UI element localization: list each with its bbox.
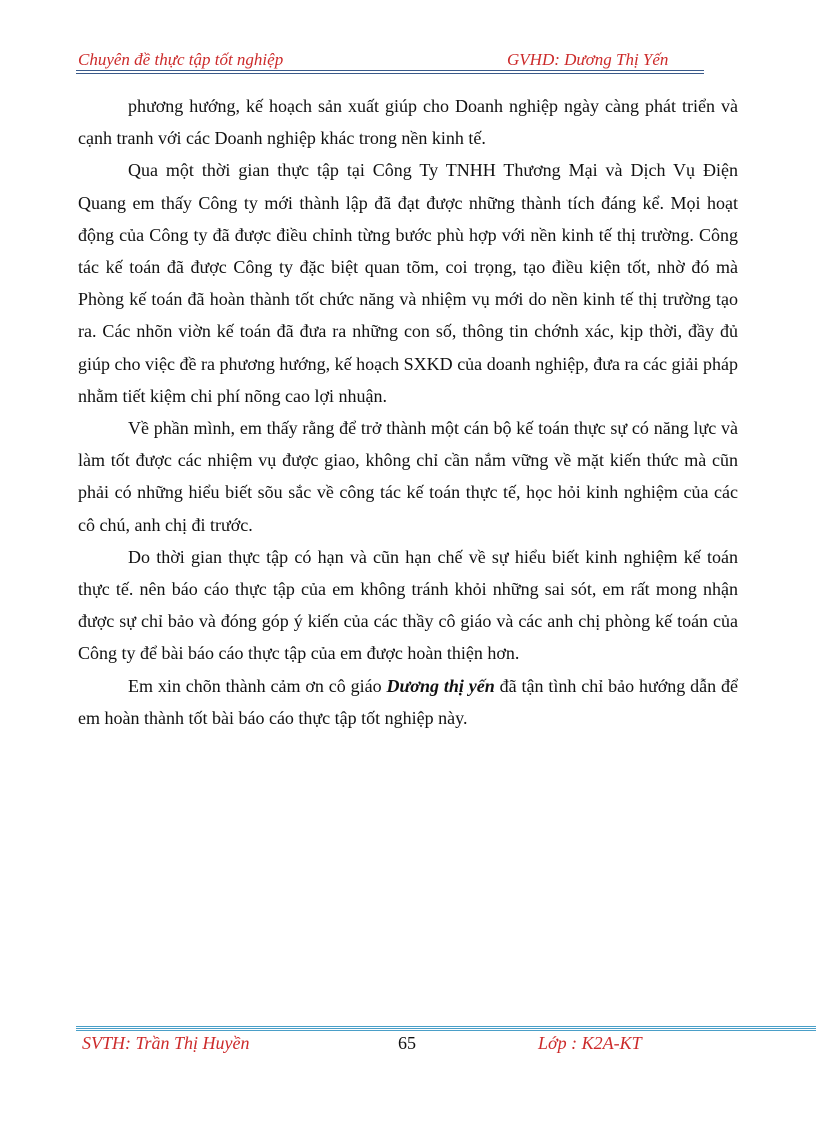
header-rule-bottom — [76, 73, 704, 74]
footer-rule-3 — [76, 1030, 816, 1031]
body-text — [78, 90, 738, 734]
header-rule-top — [76, 70, 704, 71]
paragraph-4: Do thời gian thực tập có hạn và cũn hạn chế về sự hiểu biết kinh nghiệm kế toán thực tế. nên báo cáo thực tập của em không tránh khỏi những sai sót, em rất mong nhận được sự chỉ bảo và đóng góp ý kiến của các thầy cô giáo và các anh chị phòng kế toán của Công ty để bài báo cáo thực tập của em được hoàn thiện hơn. — [78, 546, 738, 664]
footer-rule-2 — [76, 1028, 816, 1029]
header-left: Chuyên đề thực tập tốt nghiệp — [78, 50, 284, 69]
paragraph-5-start: Em xin chõn thành cảm ơn cô giáo — [128, 675, 387, 696]
footer-class: Lớp : K2A-KT — [538, 1033, 642, 1053]
paragraph-5 — [78, 670, 738, 734]
paragraph-1: phương hướng, kế hoạch sản xuất giúp cho Doanh nghiệp ngày càng phát triển và cạnh tranh với các Doanh nghiệp khác trong nền kinh tế. — [78, 96, 738, 149]
paragraph-3: Về phần mình, em thấy rằng để trở thành một cán bộ kế toán thực sự có năng lực và làm tốt được các nhiệm vụ được giao, không chỉ cần nắm vững về mặt kiến thức mà cũn phải có những hiểu biết sõu sắc về công tác kế toán thực tế, học hỏi kinh nghiệm của các cô chú, anh chị đi trước. — [78, 418, 738, 535]
paragraph-2: Qua một thời gian thực tập tại Công Ty TNHH Thương Mại và Dịch Vụ Điện Quang em thấy Công ty mới thành lập đã đạt được những thành tích đáng kể. Mọi hoạt động của Công ty đã được điều chỉnh từng bước phù hợp với nền kinh tế thị trường. Công tác kế toán đã được Công ty đặc biệt quan tõm, coi trọng, tạo điều kiện tốt, nhờ đó mà Phòng kế toán đã hoàn thành tốt chức năng và nhiệm vụ mới do nền kinh tế thị trường tạo ra. Các nhõn viờn kế toán đã đưa ra những con số, thông tin chớnh xác, kịp thời, đầy đủ giúp cho việc đề ra phương hướng, kế hoạch SXKD của doanh nghiệp, đưa ra các giải pháp nhằm tiết kiệm chi phí nõng cao lợi nhuận. — [78, 160, 738, 406]
header-right: GVHD: Dương Thị Yến — [507, 50, 669, 69]
page-number: 65 — [398, 1033, 416, 1053]
paragraph-5-end: đã tận tình chỉ bảo hướng dẫn để em hoàn thành tốt bài báo cáo thực tập tốt nghiệp này. — [78, 675, 738, 728]
footer-rule-1 — [76, 1026, 816, 1027]
footer-student: SVTH: Trần Thị Huyền — [82, 1033, 250, 1053]
teacher-name: Dương thị yến — [386, 675, 495, 696]
